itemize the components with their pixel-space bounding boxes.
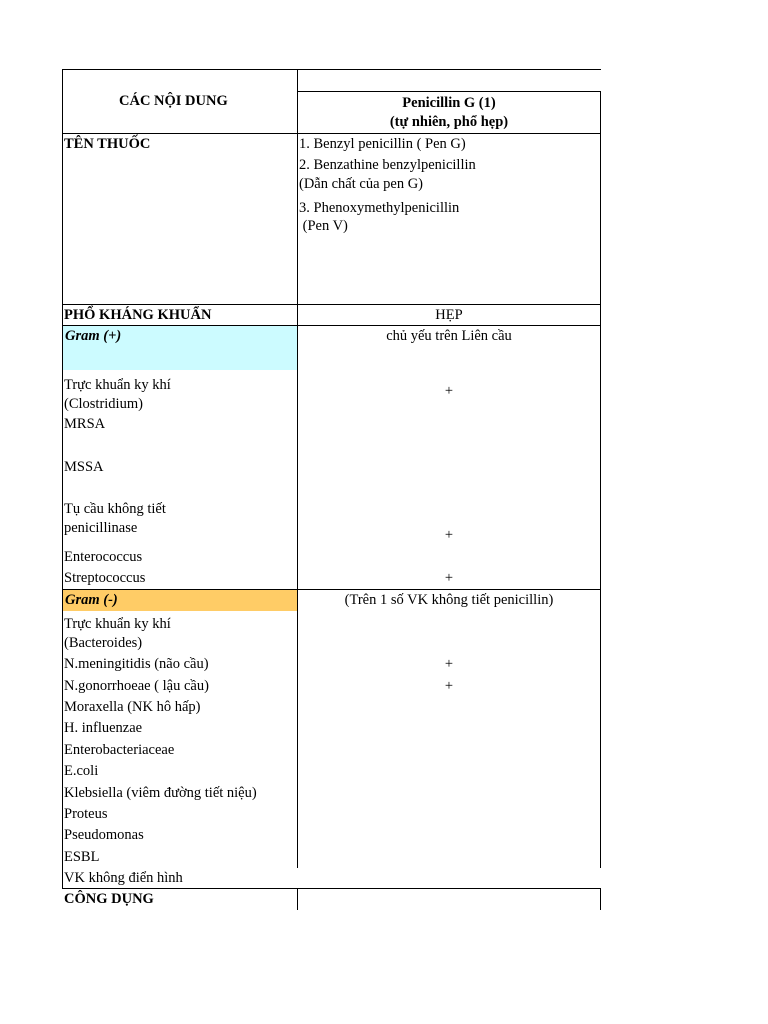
mark-clostridium: + [444,383,454,399]
mark-meningitidis: + [444,656,454,672]
row-divider-spectrum [62,304,601,305]
gram-negative-label: Gram (-) [65,592,118,608]
drug-name-3-note: (Pen V) [299,218,348,234]
row-divider-header [62,133,601,134]
header-drug-subtitle: (tự nhiên, phổ hẹp) [389,114,509,130]
list-item: Streptococcus [64,570,146,586]
spectrum-value: HẸP [435,307,463,323]
list-item: MSSA [64,459,104,475]
table-border-top [62,69,601,70]
gram-positive-label: Gram (+) [65,328,122,344]
list-item: Trực khuẩn ky khí [64,616,171,632]
spectrum-label: PHỔ KHÁNG KHUẨN [64,307,212,323]
list-item: Enterococcus [64,549,143,565]
gram-negative-value: (Trên 1 số VK không tiết penicillin) [344,592,554,608]
row-divider-gram-negative [62,589,601,590]
mark-staphylococcus: + [444,527,454,543]
list-item: Enterobacteriaceae [64,742,175,758]
list-item: Moraxella (NK hô hấp) [64,699,201,715]
list-item: H. influenzae [64,720,143,736]
list-item: Proteus [64,806,108,822]
header-col-contents: CÁC NỘI DUNG [119,93,228,109]
table-border-left [62,69,63,889]
list-item-note: penicillinase [64,520,138,536]
atypical-bacteria-label: VK không điển hình [64,870,183,886]
list-item: ESBL [64,849,100,865]
list-item: Pseudomonas [64,827,144,843]
list-item: Klebsiella (viêm đường tiết niệu) [64,785,257,801]
drug-name-1: 1. Benzyl penicillin ( Pen G) [299,136,466,152]
header-drug-name: Penicillin G (1) [402,95,496,111]
mark-gonorrhoeae: + [444,678,454,694]
list-item: Trực khuẩn ky khí [64,377,171,393]
column-divider [297,69,298,868]
list-item-note: (Clostridium) [64,396,143,412]
list-item: MRSA [64,416,106,432]
row-divider-usage [62,888,601,889]
table-border-right-usage [600,888,601,910]
header-subdivider [297,91,601,92]
table-border-right [600,91,601,868]
drug-name-2-note: (Dẫn chất của pen G) [299,176,423,192]
list-item: E.coli [64,763,99,779]
list-item: N.gonorrhoeae ( lậu cầu) [64,678,209,694]
list-item: Tụ cầu không tiết [64,501,166,517]
row-divider-gram-positive [62,325,601,326]
ten-thuoc-label: TÊN THUỐC [64,136,151,152]
list-item-note: (Bacteroides) [64,635,143,651]
list-item: N.meningitidis (não cầu) [64,656,209,672]
drug-name-2: 2. Benzathine benzylpenicillin [299,157,476,173]
mark-streptococcus: + [444,570,454,586]
drug-name-3: 3. Phenoxymethylpenicillin [299,200,460,216]
column-divider-usage [297,888,298,910]
gram-positive-value: chủ yếu trên Liên cầu [386,328,512,344]
usage-label: CÔNG DỤNG [64,891,154,907]
